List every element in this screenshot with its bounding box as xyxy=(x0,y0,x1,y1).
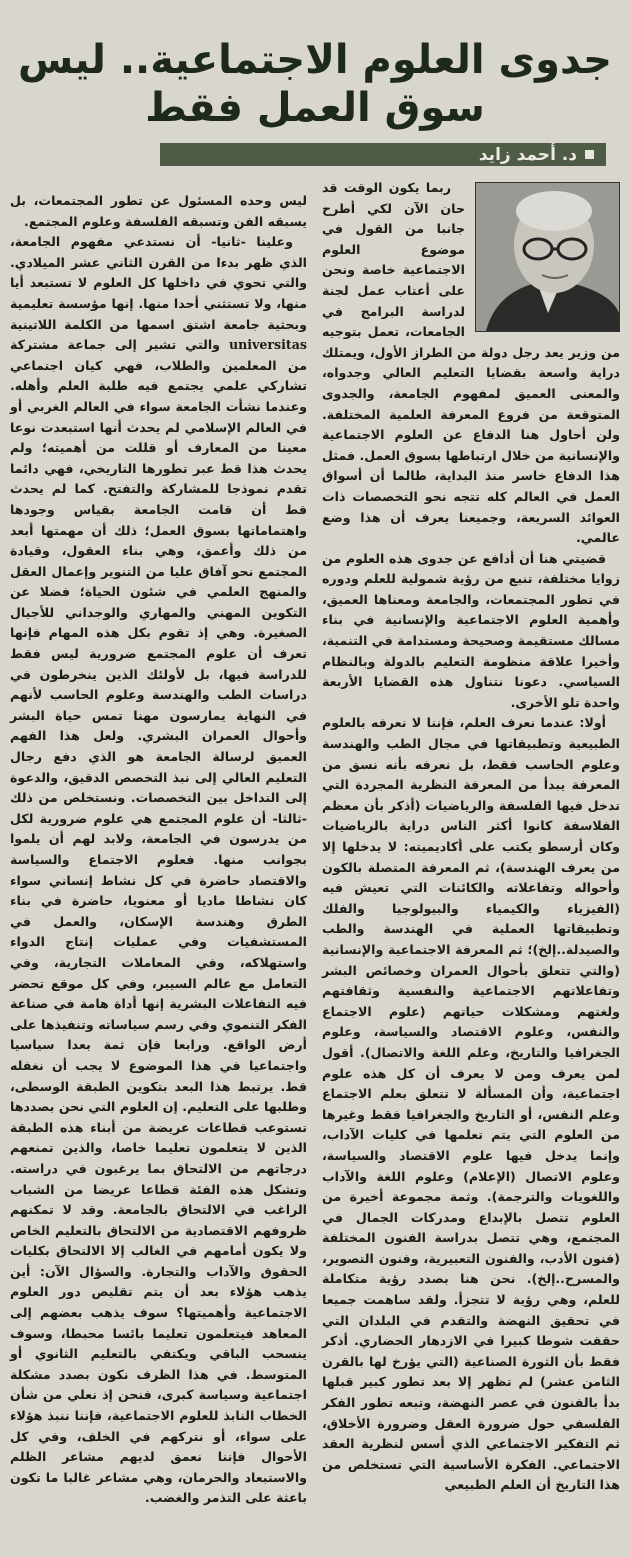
article-column-left xyxy=(10,191,307,1509)
headline: جدوى العلوم الاجتماعية.. ليس سوق العمل فقط xyxy=(18,37,612,131)
paragraph xyxy=(10,232,307,1509)
author-byline-bar xyxy=(160,143,606,166)
author-name: د. أحمد زايد xyxy=(478,144,577,165)
paragraph: أولا: عندما نعرف العلم، فإننا لا نعرفه بالعلوم الطبيعية وتطبيقاتها في مجال الطب والهندسة وعلوم الحاسب فقط، بل نعرفه بأنه نسق من المعرفة يبدأ من المعرفة النظرية المجردة التي تدخل فيها الفلسفة والرياضيات (أذكر بأن معظم الفلاسفة كانوا أكثر الناس دراية بالرياضيات وكان أرسطو يكتب على أكاديميته: لا يدخلها إلا من يعرف الهندسة)، ثم المعرفة المتصلة بالكون وأحواله وتفاعلاته والكائنات التي تعيش فيه (الفيزياء والكيمياء والبيولوجيا والفلك وتطبيقاتها العملية في الهندسة والطب والصيدلة..إلخ)؛ ثم المعرفة الاجتماعية والإنسانية (والتي تتعلق بأحوال العمران وخصائص البشر وتفاعلاتهم الاجتماعية والنفسية وثقافتهم ولغتهم ومشكلات حياتهم (علوم الاجتماع والنفس، وعلوم الاقتصاد والسياسة، وعلوم الجغرافيا والتاريخ، وعلم اللغة والاتصال). أقول لمن يعرف ومن لا يعرف أن كل هذه علوم اجتماعية، وأن المسألة لا تتعلق بعلم الاجتماع وعلم النفس، أو التاريخ والجغرافيا فقط وغيرها من العلوم التي يتم تعلمها في كليات الآداب، وإنما يدخل فيها علوم الاقتصاد والسياسة، وعلوم الاتصال (الإعلام) وعلوم اللغة والآداب واللغويات والترجمة). وثمة مجموعة أخيرة من العلوم تتصل بالإبداع ومدركات الجمال في المجتمع، وهي تتصل بدراسة الفنون المختلفة (فنون الأدب، والفنون التعبيرية، وفنون التصوير، والمسرح..إلخ). نحن هنا بصدد رؤية متكاملة للعلم، وهي رؤية لا تتجزأ. ولقد ساهمت جميعا في تحقيق النهضة والتقدم في البلدان التي حققت شوطا كبيرا في الازدهار الحضاري. أذكر فقط بأن الثورة الصناعية (التي يؤرخ لها بالقرن الثامن عشر) لم تظهر إلا بعد تطور كبير قبلها بدأ بالفنون في عصر النهضة، وتبعه تطور الفكر الفلسفي حول ضرورة العقل وضرورة الأخلاق، ثم التفكير الاجتماعي الذي أسس لنظرية العقد الاجتماعي. الفكرة الأساسية التي تستخلص من هذا التاريخ أن العلم الطبيعي xyxy=(322,715,620,1493)
article-column-right xyxy=(322,178,620,1496)
square-bullet-icon xyxy=(585,150,594,159)
paragraph-text: والتي تشير إلى جماعة مشتركة من المعلمين والطلاب، فهي كيان اجتماعي تشاركي علمي يجتمع فيه طلبة العلم وأهله. وعندما نشأت الجامعة سواء في العالم الغربي أو في العالم الإسلامي لم يحدث أنها استبعدت نوعا معينا من المعارف أو قللت من أهميته؛ ولم يحدث هذا قط عبر تطورها التاريخي، فهي دائما تقدم نموذجا للمشاركة والتفتح. كما لم يحدث قط أن قامت الجامعة بقياس وجودها واهتماماتها بسوق العمل؛ ذلك أن مهمتها أبعد من ذلك وأعمق، وهي بناء العقول، وقيادة المجتمع نحو آفاق عليا من التنوير وإعمال العقل والمنهج العلمي في شئون الحياة؛ فضلا عن التكوين المهني والمهاري والوجداني للأجيال الصغيرة. وهي إذ تقوم بكل هذه المهام فإنها تعرف أن علوم المجتمع ضرورية ليس فقط للدراسة فيها، بل لأولئك الذين ينخرطون في دراسات الطب والهندسة وعلوم الحاسب لأنهم في النهاية يمارسون مهنا تمس حياة البشر وأحوال العمران البشري. ولعل هذا الفهم العميق لرسالة الجامعة هو الذي دفع رجال التعليم العالي إلى نبذ التخصص الدقيق، والدعوة إلى التداخل بين التخصصات. ونستخلص من ذلك -ثالثا- أن علوم المجتمع هي علوم ضرورية لكل من يدرسون في الجامعة، ولابد لهم أن يلموا بجوانب منها. فعلوم الاجتماع والسياسة والاقتصاد حاضرة في كل نشاط إنساني سواء كان نشاطا ماديا أو معنويا، حاضرة في بناء الطرق وهندسة الإسكان، والعمل في المستشفيات وفي عمليات إنتاج الدواء واستهلاكه، وفي المعاملات التجارية، وفي التعامل مع عالم السيبر، وفي كل موقع تحضر فيه التفاعلات البشرية إنها أداة هامة في صناعة الفكر التنموي وفي رسم سياساته وتنفيذها على أرض الواقع. ورابعا فإن ثمة بعدا سياسيا واجتماعيا في هذا الموضوع لا يجب أن نغفله قط. يرتبط هذا البعد بتكوين الطبقة الوسطى، وطلبها على التعليم. إن العلوم التي نحن بصددها تستوعب قطاعات عريضة من أبناء هذه الطبقة الذين لا يتعلمون تعليما خاصا، والذين تمنعهم درجاتهم من الالتحاق بما يرغبون في دراسته. وتشكل هذه الفئة قطاعا عريضا من الشباب الراغب في الالتحاق بالجامعة. وقد لا تمكنهم ظروفهم الاقتصادية من الالتحاق بالتعليم الخاص ولا يكون أمامهم في الغالب إلا الالتحاق بكليات الحقوق والآداب والتجارة. والسؤال الآن: أين يذهب هؤلاء بعد أن يتم تقليص دور العلوم الاجتماعية وأهميتها؟ سوف يذهب بعضهم إلى المعاهد فيتعلمون تعليما بائسا محبطا، وسوف ينسحب الباقي ويكتفي بالتعليم الثانوي أو المتوسط. في هذا الظرف نكون بصدد مشكلة اجتماعية وسياسة كبرى، فنحن إذ نعلي من شأن الخطاب النابذ للعلوم الاجتماعية، فإننا ننبذ هؤلاء على سواء، أو نتركهم في الخلف، وفي كل الأحوال فإننا نعمق لديهم مشاعر الظلم والاستبعاد والحرمان، وهي مشاعر غالبا ما تكون باعثة على التذمر والغضب. xyxy=(10,337,307,1506)
paragraph: ليس وحده المسئول عن تطور المجتمعات، بل يسبقه الفن وتسبقه الفلسفة وعلوم المجتمع. xyxy=(10,193,307,229)
author-portrait-icon xyxy=(476,183,619,331)
paragraph: ربما يكون الوقت قد حان الآن لكي أطرح جانبا من القول في موضوع العلوم الاجتماعية خاصة ونحن على أعتاب عمل لجنة لدراسة البرامج في الجامعات، تعمل بتوجيه من وزير يعد رجل دولة من الطراز الأول، ويمتلك دراية واسعة بقضايا التعليم العالي وجدواه، والمعنى العميق لمفهوم الجامعة، والجدوى المتوقعة من فروع المعرفة العلمية المختلفة. ولن أحاول هنا الدفاع عن العلوم الاجتماعية والإنسانية من خلال ارتباطها بسوق العمل. فمثل هذا الدفاع خاسر منذ البداية، طالما أن أسواق العمل في العالم كله تتجه نحو التخصصات ذات العوائد السريعة، وجميعنا يعرف أن هذا وضع عالمي. xyxy=(322,180,620,546)
paragraph-text: وعلينا -ثانيا- أن نستدعي مفهوم الجامعة، الذي ظهر بدءا من القرن الثاني عشر الميلادي. والتي تحوي في داخلها كل العلوم لا تستبعد أيا منها، ولا تستثني أحدا منها. إنها مؤسسة تعليمية وبحثية جامعة اشتق اسمها من الكلمة اللاتينية xyxy=(10,234,307,332)
author-photo xyxy=(475,182,620,332)
latin-term: universitas xyxy=(228,337,307,353)
paragraph: قضيتي هنا أن أدافع عن جدوى هذه العلوم من زوايا مختلفة، تنبع من رؤية شمولية للعلم ودوره في تطور المجتمعات، والجامعة ومعناها العميق، وأهمية العلوم الاجتماعية والإنسانية في بناء مسالك مستقيمة وصحيحة ومستدامة في التنمية، وأخيرا علاقة منظومة التعليم بالدولة وبالنظام السياسي. دعونا نتناول هذه القضايا الأربعة واحدة تلو الأخرى. xyxy=(322,550,620,710)
